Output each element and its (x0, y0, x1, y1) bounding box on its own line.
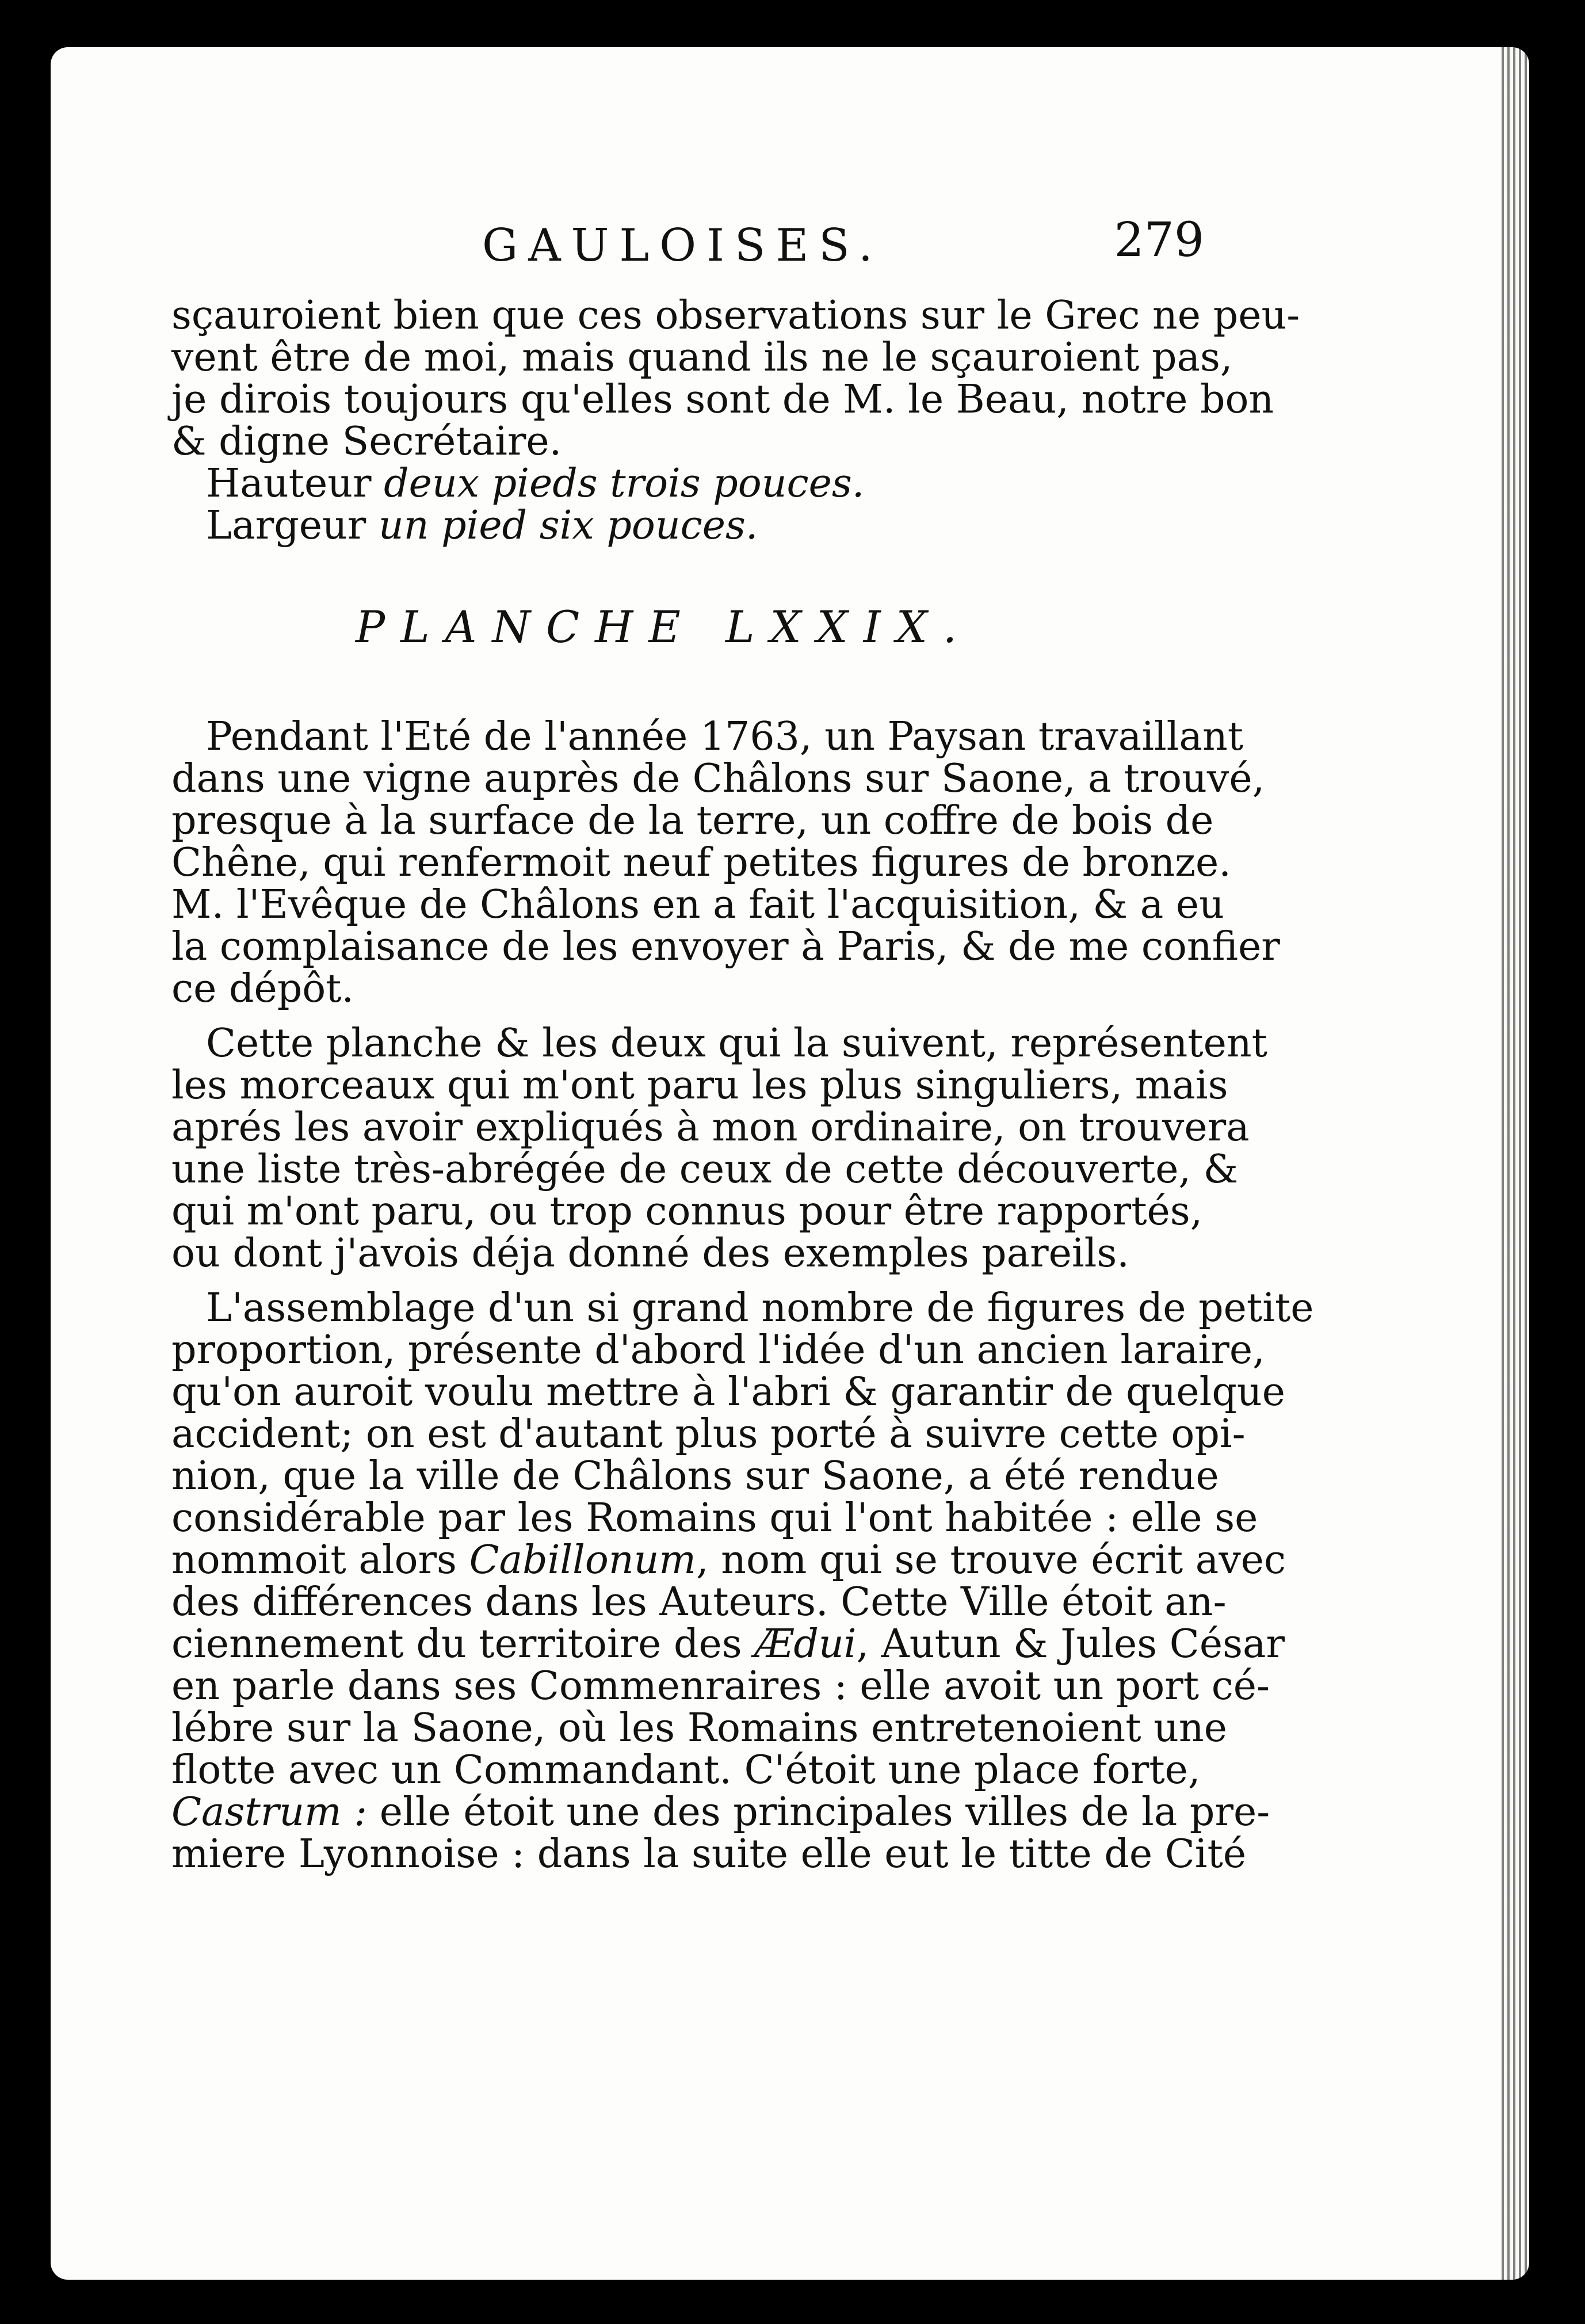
height-line (206, 463, 1178, 505)
plate-title: PLANCHE LXXIX. (356, 601, 973, 652)
paragraph-line (171, 1621, 1285, 1667)
width-value: un pied six pouces. (378, 503, 758, 548)
paragraph-line: dans une vigne auprès de Châlons sur Saone, a trouvé, (171, 756, 1265, 802)
paragraph-line: lébre sur la Saone, où les Romains entretenoient une (171, 1705, 1227, 1751)
page-header (171, 180, 1204, 295)
paragraph-line: ce dépôt. (171, 966, 354, 1012)
dimensions (171, 463, 1178, 547)
text-run: nommoit alors (171, 1537, 469, 1583)
paragraph-line: des différences dans les Auteurs. Cette Ville étoit an- (171, 1579, 1227, 1625)
text-block (171, 180, 1314, 1877)
paragraph-line: ou dont j'avois déja donné des exemples pareils. (171, 1231, 1129, 1276)
text-run: ciennement du territoire des (171, 1621, 755, 1667)
paragraph-line: en parle dans ses Commenraires : elle avoit un port cé- (171, 1663, 1270, 1709)
paragraph-line: accident; on est d'autant plus porté à suivre cette opi- (171, 1411, 1246, 1457)
paragraph-line: Pendant l'Eté de l'année 1763, un Paysan travaillant (206, 714, 1244, 760)
text-run: , Autun & Jules César (856, 1621, 1285, 1667)
intro-line: je dirois toujours qu'elles sont de M. le Beau, notre bon (171, 377, 1274, 422)
paragraph-line: miere Lyonnoise : dans la suite elle eut le titte de Cité (171, 1831, 1247, 1877)
intro-line: & digne Secrétaire. (171, 419, 562, 464)
paragraph-line: proportion, présente d'abord l'idée d'un ancien laraire, (171, 1327, 1265, 1373)
paragraph-3 (171, 1285, 1314, 1877)
book-page (51, 47, 1529, 2280)
italic-place-name: Cabillonum (469, 1537, 696, 1583)
paragraph-line: Chêne, qui renfermoit neuf petites figures de bronze. (171, 840, 1231, 886)
paragraph-2 (171, 1021, 1267, 1276)
paragraph-line: presque à la surface de la terre, un coffre de bois de (171, 798, 1214, 844)
paragraph-line: flotte avec un Commandant. C'étoit une place forte, (171, 1747, 1201, 1793)
width-line (206, 505, 1178, 547)
paragraph-line: aprés les avoir expliqués à mon ordinaire, on trouvera (171, 1105, 1250, 1150)
intro-line: sçauroient bien que ces observations sur le Grec ne peu- (171, 293, 1300, 338)
paragraph-line: M. l'Evêque de Châlons en a fait l'acquisition, & a eu (171, 882, 1224, 928)
italic-people-name: Ædui (754, 1621, 857, 1667)
paragraph-line (171, 1789, 1270, 1835)
paragraph-line: une liste très-abrégée de ceux de cette découverte, & (171, 1147, 1239, 1192)
paragraph-line: L'assemblage d'un si grand nombre de figures de petite (206, 1285, 1314, 1331)
height-value: deux pieds trois pouces. (384, 461, 865, 506)
page-number: 279 (1114, 213, 1204, 268)
running-title: GAULOISES. (482, 220, 883, 272)
page-edge (1502, 47, 1529, 2280)
intro-line: vent être de moi, mais quand ils ne le sçauroient pas, (171, 335, 1233, 380)
width-label: Largeur (206, 503, 366, 548)
italic-latin-word: Castrum : (171, 1789, 368, 1835)
height-label: Hauteur (206, 461, 372, 506)
paragraph-1 (171, 714, 1280, 1012)
text-run: elle étoit une des principales villes de la pre- (367, 1789, 1270, 1835)
paragraph-line: qui m'ont paru, ou trop connus pour être rapportés, (171, 1189, 1203, 1234)
paragraph-line (171, 1537, 1286, 1583)
paragraph-line: la complaisance de les envoyer à Paris, & de me confier (171, 924, 1280, 970)
paragraph-line: Cette planche & les deux qui la suivent, représentent (206, 1021, 1267, 1066)
text-run: , nom qui se trouve écrit avec (696, 1537, 1286, 1583)
paragraph-line: considérable par les Romains qui l'ont habitée : elle se (171, 1495, 1258, 1541)
paragraph-line: qu'on auroit voulu mettre à l'abri & garantir de quelque (171, 1369, 1285, 1415)
paragraph-line: nion, que la ville de Châlons sur Saone, a été rendue (171, 1453, 1219, 1499)
paragraph-line: les morceaux qui m'ont paru les plus singuliers, mais (171, 1063, 1228, 1108)
